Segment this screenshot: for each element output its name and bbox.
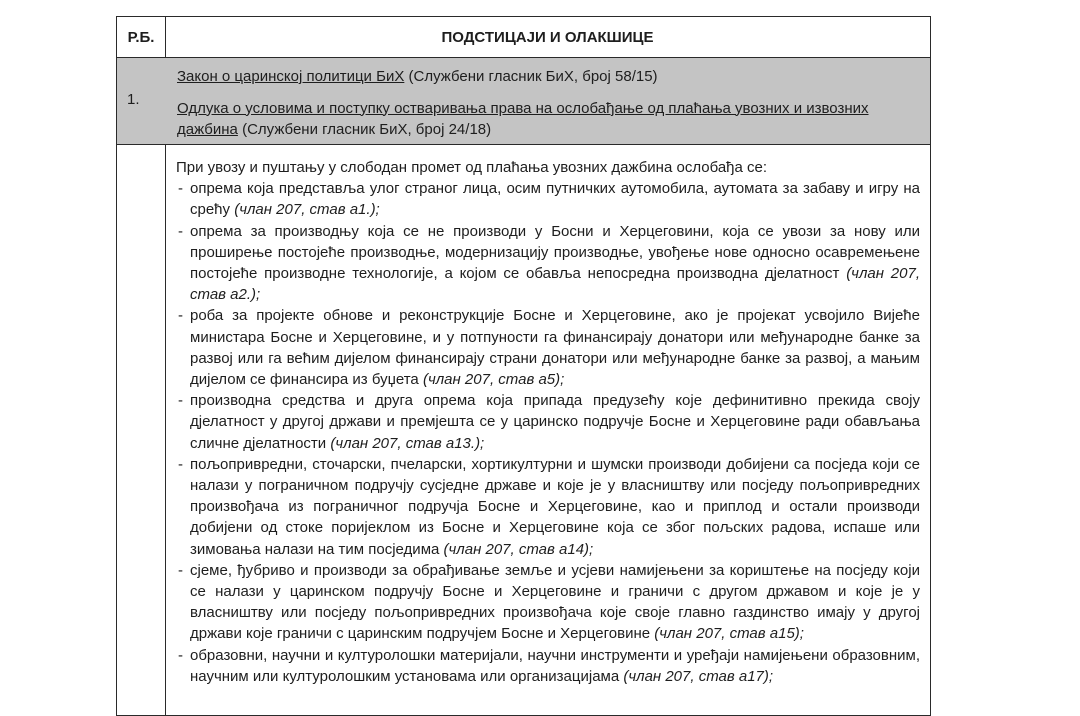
item-text: производна средства и друга опрема која припада предузећу које дефинитивно прекида своју дјелатност у другој држави и премјешта се у царинско подручје Босне и Херцеговине ради обављања сличне дјелатности [190,392,920,452]
exemptions-intro: При увозу и пуштању у слободан промет од плаћања увозних дажбина ослобађа се: [176,159,768,176]
item-article-ref: (члан 207, став а2.); [190,265,920,304]
list-item [175,390,920,454]
law-2-gazette: (Службени гласник БиХ, број 24/18) [237,121,492,138]
item-text: роба за пројекте обнове и реконструкције Босне и Херцеговине, ако је пројекат усвојило Вијеће министара Босне и Херцеговине, и у потпуности га финансирају донатори или међународне банке за развој или га већим дијелом финансирају страни донатори или међународне банке за развој, а мањим дијелом се финансира из буџета [190,307,920,389]
item-text: образовни, научни и културолошки материјали, научни инструменти и уређаји намијењени образовним, научним или културолошким установама или организацијама [190,646,920,685]
item-article-ref: (члан 207, став а1.); [234,201,380,219]
list-item [175,645,920,687]
item-text: пољопривредни, сточарски, пчеларски, хортикултурни и шумски производи добијени са посједа који се налази у пограничном подручју сусједне државе и које је у власништву или посједу пољопривредних произвођача из пограничног подручја Босне и Херцеговине, као и приплод и остали производи добијени од стоке поријеклом из Босне и Херцеговине која се због пољских радова, испаше или зимовања налази на тим посједима [190,455,920,558]
list-item [175,178,920,220]
list-item [175,560,920,645]
item-article-ref: (члан 207, став а17); [623,667,774,685]
exemption-decision-link[interactable]: Одлука о условима и поступку остваривања права на ослобађање од плаћања увозних и извозних дажбина [177,99,869,138]
list-item [175,454,920,560]
item-article-ref: (члан 207, став а13.); [330,434,485,452]
customs-policy-law-link[interactable]: Закон о царинској политици БиХ [177,68,405,85]
exemptions-list [175,178,920,687]
law-reference-2 [177,98,918,141]
law-reference-1 [177,66,918,88]
list-item [175,305,920,390]
exemptions-text [175,157,920,687]
law-references [177,66,918,141]
row-number: 1. [127,91,140,108]
list-item [175,221,920,306]
header-number-label: Р.Б. [127,29,155,46]
table-header-row [117,17,930,58]
item-text: сјеме, ђубриво и производи за обрађивање земље и усјеви намијењени за кориштење на посједу који се налази у царинском подручју Босне и Херцеговине и граничи с другом државом и које је у власништву или посједу пољопривредних произвођача које своје главно газдинство имају у другој држави које граничи с царинским подручјем Босне и Херцеговине [190,561,920,643]
item-article-ref: (члан 207, став а14); [443,540,594,558]
item-text: опрема која представља улог страног лица, осим путничких аутомобила, аутомата за забаву и игру на срећу [190,180,920,219]
incentives-table [116,16,931,716]
law-row [117,58,930,145]
header-title: ПОДСТИЦАЈИ И ОЛАКШИЦЕ [441,29,654,46]
law-1-gazette: (Службени гласник БиХ, број 58/15) [404,68,658,85]
item-article-ref: (члан 207, став а15); [654,625,804,643]
item-text: опрема за производњу која се не производи у Босни и Херцеговини, која се увози за нову или проширење постојеће производње, модернизацију производње, увођење нове односно осавремењене постојеће производне технологије, а којом се обавља непосредна производна дјелатност [190,222,920,283]
exemptions-row [117,145,930,715]
item-article-ref: (члан 207, став а5); [422,371,565,389]
